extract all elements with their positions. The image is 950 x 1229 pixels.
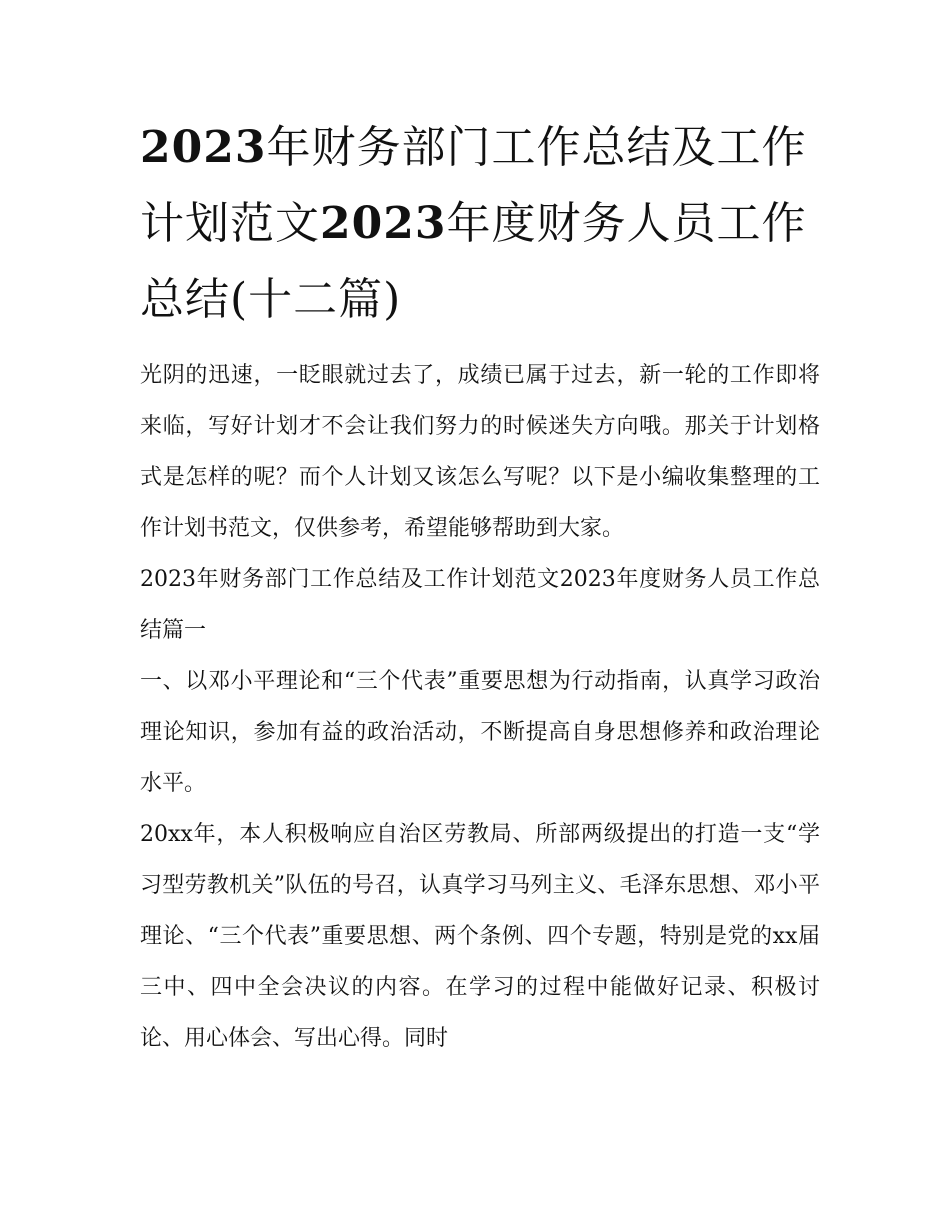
paragraph-study: 20xx年，本人积极响应自治区劳教局、所部两级提出的打造一支“学习型劳教机关”队伍的号召，认真学习马列主义、毛泽东思想、邓小平理论、“三个代表”重要思想、两个条例、四个专题，特别是党的xx届三中、四中全会决议的内容。在学习的过程中能做好记录、积极讨论、用心体会、写出心得。同时: [140, 822, 820, 1051]
paragraph-intro: 光阴的迅速，一眨眼就过去了，成绩已属于过去，新一轮的工作即将来临，写好计划才不会让我们努力的时候迷失方向哦。那关于计划格式是怎样的呢？而个人计划又该怎么写呢？以下是小编收集整理的工作计划书范文，仅供参考，希望能够帮助到大家。: [140, 363, 820, 541]
document-title: 2023年财务部门工作总结及工作计划范文2023年度财务人员工作总结(十二篇): [140, 122, 807, 325]
paragraph-section-heading: 2023年财务部门工作总结及工作计划范文2023年度财务人员工作总结篇一: [140, 567, 820, 643]
document-page: [140, 110, 820, 1064]
paragraph-point-one: 一、以邓小平理论和“三个代表”重要思想为行动指南，认真学习政治理论知识，参加有益的政治活动，不断提高自身思想修养和政治理论水平。: [140, 669, 820, 796]
